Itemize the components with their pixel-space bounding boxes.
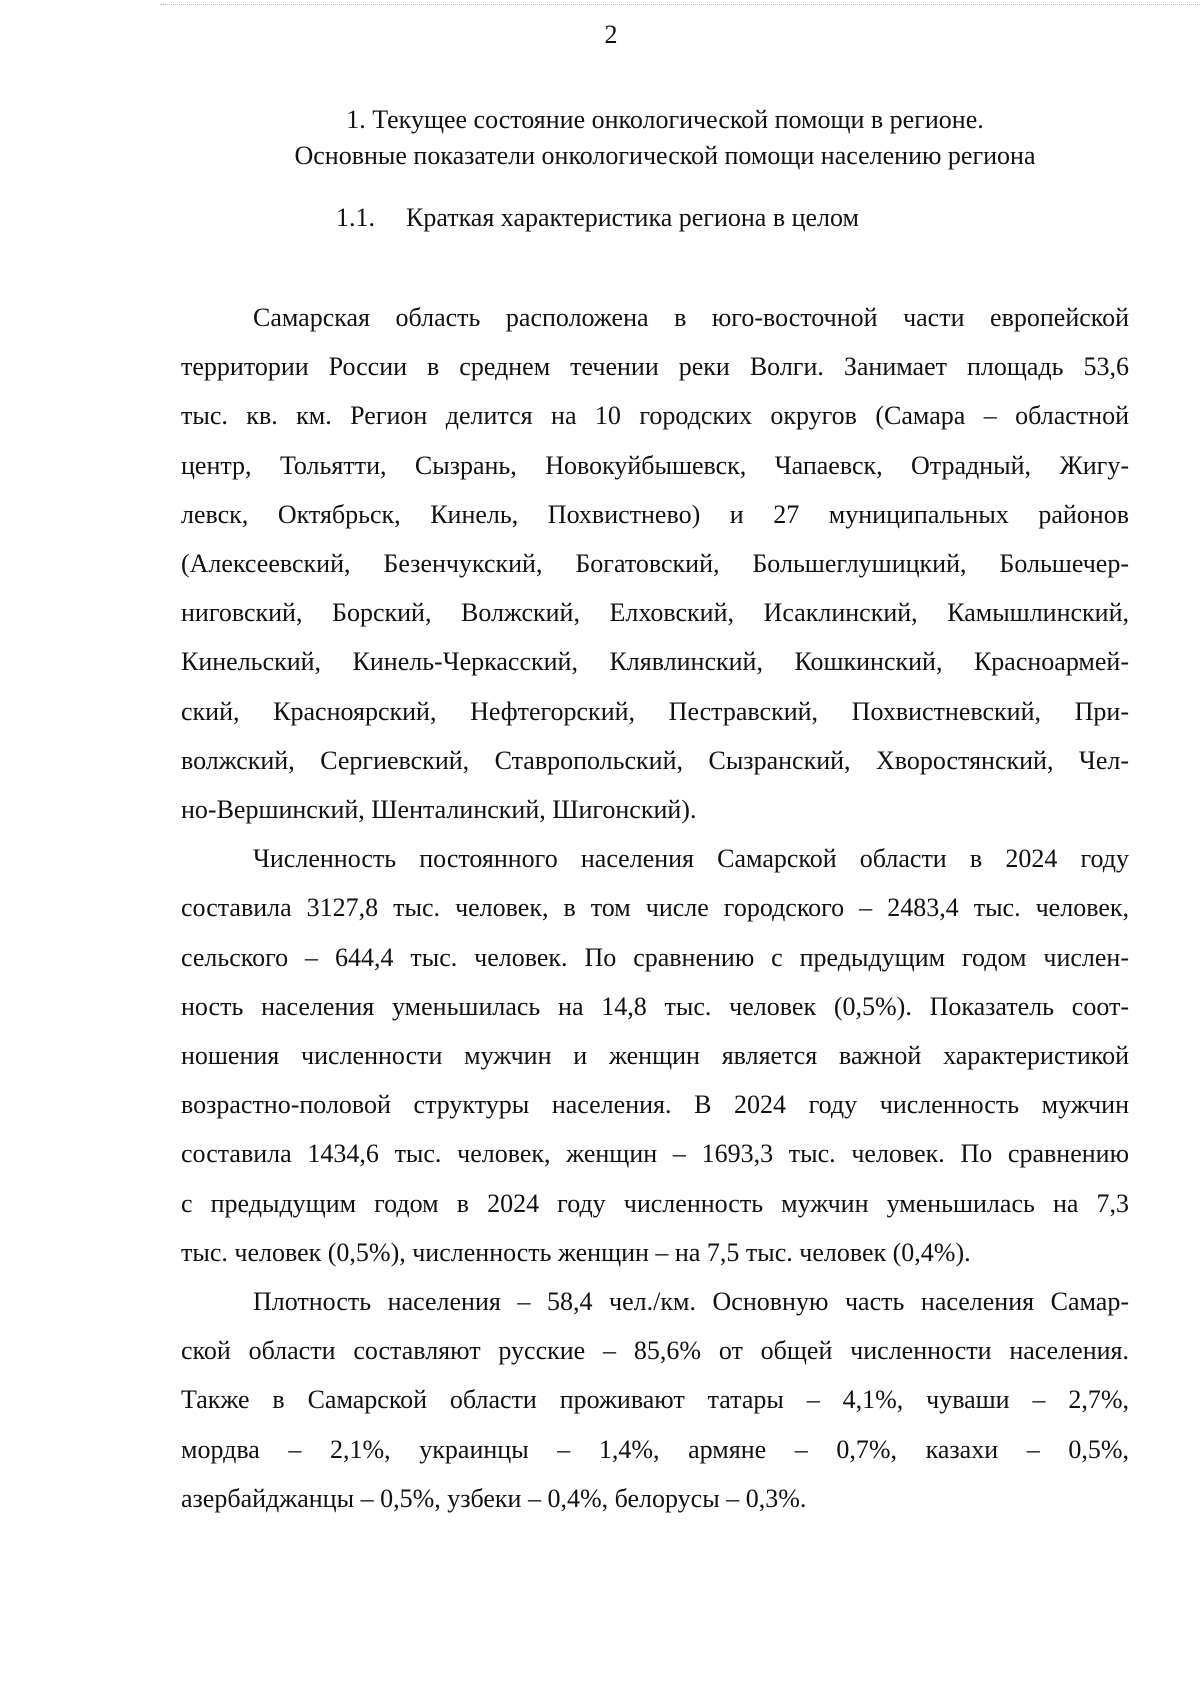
text-line: ской области составляют русские – 85,6% от общей численности населения.	[181, 1336, 1129, 1366]
text-line: сельского – 644,4 тыс. человек. По сравнению с предыдущим годом числен-	[181, 942, 1129, 972]
text-line: ношения численности мужчин и женщин является важной характеристикой	[181, 1041, 1129, 1071]
paragraph-population	[181, 834, 1129, 1277]
text-line: мордва – 2,1%, украинцы – 1,4%, армяне – 0,7%, казахи – 0,5%,	[181, 1434, 1129, 1464]
text-line: ность населения уменьшилась на 14,8 тыс. человек (0,5%). Показатель соот-	[181, 991, 1129, 1021]
subsection-title: Краткая характеристика региона в целом	[406, 203, 859, 232]
section-heading-line-1: 1. Текущее состояние онкологической помощи в регионе.	[346, 105, 984, 134]
body-text	[181, 293, 1129, 1523]
page-number: 2	[604, 20, 618, 49]
text-line: возрастно-половой структуры населения. В 2024 году численность мужчин	[181, 1090, 1129, 1120]
subsection-number: 1.1.	[336, 203, 375, 232]
text-line: Самарская область расположена в юго-восточной части европейской	[253, 303, 1129, 332]
section-heading-line-2: Основные показатели онкологической помощи населению региона	[294, 141, 1036, 170]
text-line: Кинельский, Кинель-Черкасский, Клявлинский, Кошкинский, Красноармей-	[181, 647, 1129, 677]
paragraph-region-description	[181, 293, 1129, 834]
text-line: Также в Самарской области проживают татары – 4,1%, чуваши – 2,7%,	[181, 1385, 1129, 1415]
text-line: ниговский, Борский, Волжский, Елховский, Исаклинский, Камышлинский,	[181, 598, 1129, 628]
text-line: составила 3127,8 тыс. человек, в том числе городского – 2483,4 тыс. человек,	[181, 893, 1129, 923]
text-line: составила 1434,6 тыс. человек, женщин – 1693,3 тыс. человек. По сравнению	[181, 1139, 1129, 1169]
text-line: центр, Тольятти, Сызрань, Новокуйбышевск, Чапаевск, Отрадный, Жигу-	[181, 450, 1129, 480]
text-line: волжский, Сергиевский, Ставропольский, Сызранский, Хворостянский, Чел-	[181, 745, 1129, 775]
text-line: тыс. человек (0,5%), численность женщин – на 7,5 тыс. человек (0,4%).	[181, 1237, 971, 1267]
subsection-heading	[336, 200, 859, 236]
text-line: с предыдущим годом в 2024 году численность мужчин уменьшилась на 7,3	[181, 1188, 1129, 1218]
text-line: территории России в среднем течении реки Волги. Занимает площадь 53,6	[181, 352, 1129, 382]
paragraph-density-ethnicity	[181, 1277, 1129, 1523]
text-line: азербайджанцы – 0,5%, узбеки – 0,4%, белорусы – 0,3%.	[181, 1483, 807, 1513]
text-line: Численность постоянного населения Самарской области в 2024 году	[253, 844, 1129, 874]
text-line: ский, Красноярский, Нефтегорский, Пестравский, Похвистневский, При-	[181, 696, 1129, 726]
text-line: но-Вершинский, Шенталинский, Шигонский).	[181, 795, 697, 825]
text-line: тыс. кв. км. Регион делится на 10 городских округов (Самара – областной	[181, 401, 1129, 431]
text-line: Плотность населения – 58,4 чел./км. Основную часть населения Самар-	[253, 1287, 1129, 1317]
text-line: левск, Октябрьск, Кинель, Похвистнево) и 27 муниципальных районов	[181, 499, 1129, 529]
top-edge-rule	[160, 4, 1200, 5]
text-line: (Алексеевский, Безенчукский, Богатовский, Большеглушицкий, Большечер-	[181, 549, 1129, 579]
